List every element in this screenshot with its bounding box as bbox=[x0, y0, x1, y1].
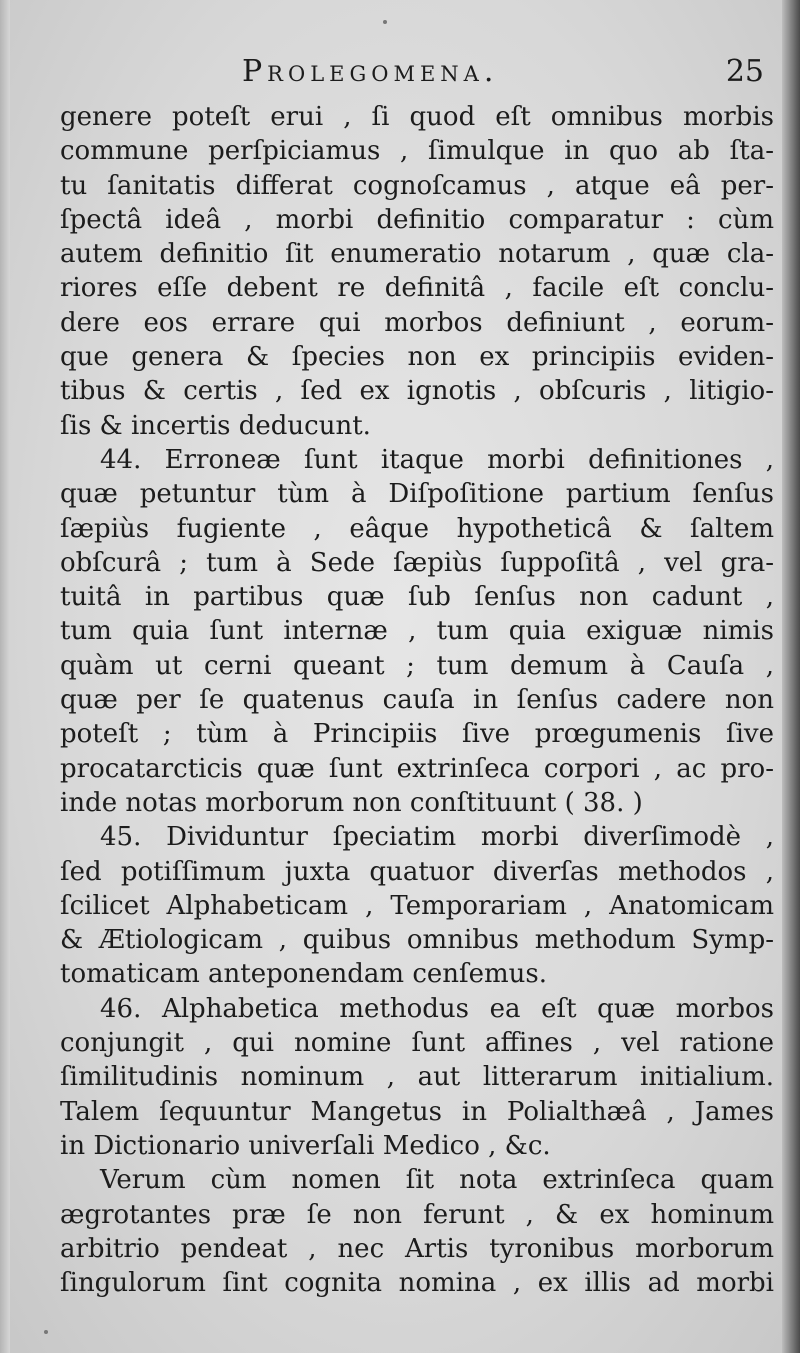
text-line: ægrotantes præ ſe non ferunt , & ex hominum bbox=[60, 1199, 774, 1230]
text-line: obſcurâ ; tum à Sede ſæpiùs ſuppoſitâ , vel gra- bbox=[60, 547, 774, 578]
text-block bbox=[60, 100, 774, 1300]
text-line: ſed potiſſimum juxta quatuor diverſas methodos , bbox=[60, 856, 774, 887]
paper-speck bbox=[383, 20, 387, 24]
text-line: & Ætiologicam , quibus omnibus methodum Symp- bbox=[60, 925, 774, 956]
paragraph-44-start: 44. Erroneæ ſunt itaque morbi definitiones , bbox=[100, 444, 774, 475]
text-line: inde notas morborum non conſtituunt ( 38. ) bbox=[60, 787, 643, 818]
text-line: tum quia ſunt internæ , tum quia exiguæ nimis bbox=[60, 616, 774, 647]
text-line: riores eſſe debent re definitâ , facile eſt conclu- bbox=[60, 273, 774, 304]
text-line: conjungit , qui nomine ſunt affines , vel ratione bbox=[60, 1028, 774, 1059]
paragraph-45-start: 45. Dividuntur ſpeciatim morbi diverſimodè , bbox=[100, 822, 774, 853]
text-line: ſæpiùs fugiente , eâque hypotheticâ & ſaltem bbox=[60, 513, 774, 544]
text-line: in Dictionario univerſali Medico , &c. bbox=[60, 1130, 551, 1161]
text-line: quàm ut cerni queant ; tum demum à Cauſa , bbox=[60, 650, 774, 681]
page-number: 25 bbox=[725, 54, 764, 89]
running-title: Prolegomena. bbox=[242, 54, 499, 89]
text-line: tibus & certis , ſed ex ignotis , obſcuris , litigio- bbox=[60, 376, 774, 407]
text-line: tuitâ in partibus quæ ſub ſenſus non cadunt , bbox=[60, 582, 774, 613]
text-line: poteſt ; tùm à Principiis ſive prœgumenis ſive bbox=[60, 719, 774, 750]
text-line: ſpectâ ideâ , morbi definitio comparatur : cùm bbox=[60, 204, 774, 235]
page-header bbox=[62, 52, 774, 96]
text-line: tu ſanitatis differat cognoſcamus , atque eâ per- bbox=[60, 170, 774, 201]
paragraph-verum-start: Verum cùm nomen ſit nota extrinſeca quam bbox=[100, 1165, 774, 1196]
text-line: quæ petuntur tùm à Diſpoſitione partium ſenſus bbox=[60, 479, 774, 510]
text-line: ſingulorum ſint cognita nomina , ex illis ad morbi bbox=[60, 1268, 774, 1299]
text-line: autem definitio ſit enumeratio notarum , quæ cla- bbox=[60, 239, 774, 270]
text-line: commune perſpiciamus , ſimulque in quo ab ſta- bbox=[60, 136, 774, 167]
text-line: genere poteſt erui , ſi quod eſt omnibus morbis bbox=[60, 102, 774, 132]
text-line: que genera & ſpecies non ex principiis eviden- bbox=[60, 342, 774, 373]
text-line: ſcilicet Alphabeticam , Temporariam , Anatomicam bbox=[60, 890, 774, 921]
text-line: quæ per ſe quatenus cauſa in ſenſus cadere non bbox=[60, 685, 774, 716]
text-line: arbitrio pendeat , nec Artis tyronibus morborum bbox=[60, 1233, 774, 1264]
text-line: procatarcticis quæ ſunt extrinſeca corpori , ac pro- bbox=[60, 753, 774, 784]
text-line: ſimilitudinis nominum , aut litterarum initialium. bbox=[60, 1062, 774, 1093]
paragraph-46-start: 46. Alphabetica methodus ea eſt quæ morbos bbox=[100, 993, 774, 1024]
text-line: ſis & incertis deducunt. bbox=[60, 410, 371, 441]
page-left-edge bbox=[0, 0, 10, 1353]
paper-speck bbox=[44, 1330, 48, 1334]
text-line: Talem ſequuntur Mangetus in Polialthæâ , James bbox=[60, 1096, 774, 1127]
text-line: dere eos errare qui morbos definiunt , eorum- bbox=[60, 307, 774, 338]
page-right-edge-shadow bbox=[782, 0, 800, 1353]
text-line: tomaticam anteponendam cenſemus. bbox=[60, 959, 548, 990]
